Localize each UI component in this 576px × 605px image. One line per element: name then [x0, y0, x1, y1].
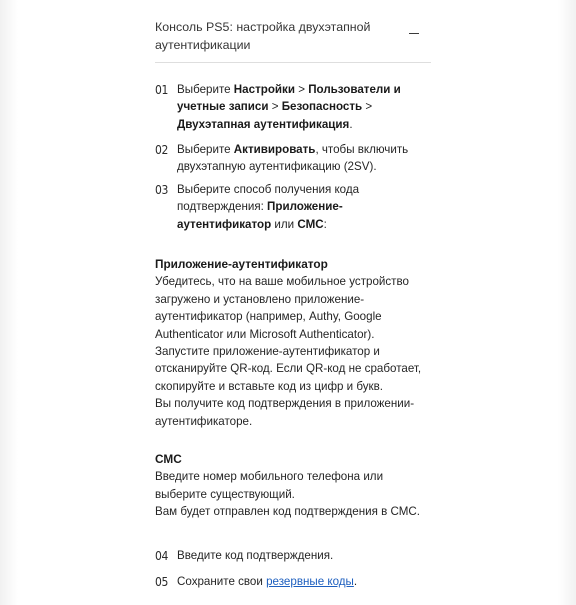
step-text-segment: Выберите — [177, 83, 234, 96]
step-text — [177, 181, 417, 233]
step-emphasis: Приложение-аутентификатор — [177, 200, 343, 231]
step-text-segment: Выберите — [177, 143, 234, 156]
step-text-segment: , чтобы включить двухэтапную аутентификацию (2SV). — [177, 143, 409, 174]
sms-section — [155, 451, 425, 521]
step-emphasis: СМС — [297, 217, 324, 231]
section-title: СМС — [155, 452, 182, 466]
section-paragraph: Запустите приложение-аутентификатор и отсканируйте QR-код. Если QR-код не сработает, скопируйте и вставьте код из цифр и букв. — [155, 345, 422, 393]
minus-icon[interactable] — [409, 26, 419, 36]
step-text-segment: Сохраните свои — [177, 575, 267, 588]
step-number: 01 — [155, 83, 169, 97]
step-emphasis: Активировать — [233, 143, 316, 156]
step-text-segment: > — [294, 83, 309, 96]
authenticator-section — [155, 256, 425, 430]
step-emphasis: Двухэтапная аутентификация — [177, 117, 350, 131]
accordion-title: Консоль PS5: настройка двухэтапной аутентификации — [155, 20, 371, 52]
section-paragraph: Вам будет отправлен код подтверждения в СМС. — [155, 505, 421, 519]
section-paragraph: Введите номер мобильного телефона или выберите существующий. — [155, 470, 384, 501]
section-title: Приложение-аутентификатор — [155, 257, 328, 271]
step-text — [177, 573, 417, 590]
step-text-segment: > — [268, 100, 282, 114]
accordion-panel — [141, 0, 431, 605]
step-text-segment: : — [323, 217, 327, 231]
step-text-segment: Выберите способ получения кода подтверждения: — [177, 183, 360, 214]
step-emphasis: Настройки — [233, 83, 295, 96]
step-text — [177, 81, 417, 133]
step-emphasis: Пользователи и учетные записи — [177, 83, 401, 114]
step-text-segment: . — [349, 117, 353, 131]
step-number: 05 — [155, 575, 169, 589]
step-text-segment: > — [362, 100, 373, 114]
step-number: 04 — [155, 549, 169, 563]
backup-codes-link[interactable]: резервные коды — [266, 575, 354, 588]
step-text — [177, 141, 417, 176]
step-text-segment: . — [353, 575, 358, 588]
step-emphasis: Безопасность — [281, 100, 363, 114]
section-paragraph: Вы получите код подтверждения в приложении-аутентификаторе. — [155, 397, 415, 428]
step-number: 02 — [155, 143, 169, 157]
step-text — [177, 547, 417, 564]
step-number: 03 — [155, 183, 169, 197]
step-text-segment: Введите код подтверждения. — [177, 549, 334, 562]
step-text-segment: или — [271, 217, 298, 231]
accordion-header[interactable] — [155, 16, 431, 63]
section-paragraph: Убедитесь, что на ваше мобильное устройство загружено и установлено приложение-аутентификатор (например, Authy, Google Authenticator или Microsoft Authenticator). — [155, 275, 409, 341]
